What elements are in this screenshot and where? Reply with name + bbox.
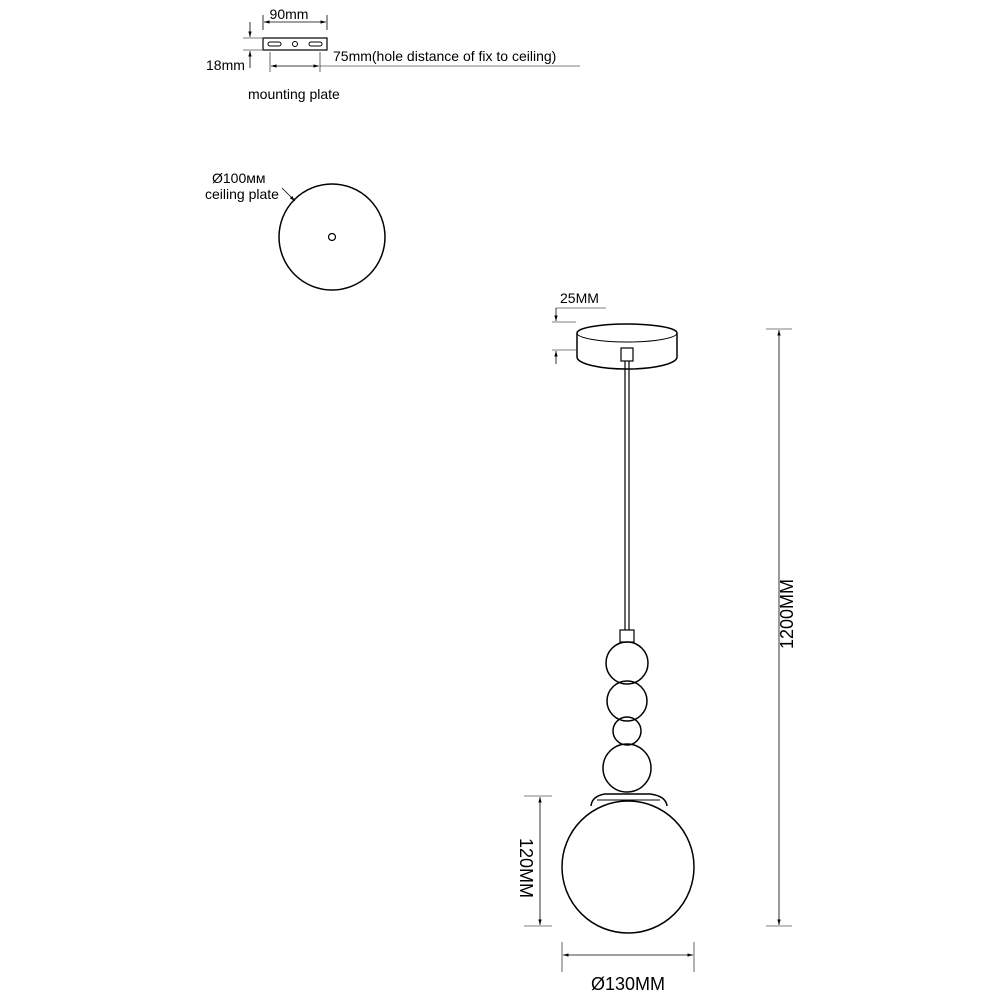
globe-height-label: 120MM xyxy=(516,837,536,899)
mounting-plate-center-hole xyxy=(293,42,298,47)
total-height-label: 1200MM xyxy=(777,578,797,650)
hole-distance-label: 75mm(hole distance of fix to ceiling) xyxy=(333,48,557,64)
mounting-plate-slot-left xyxy=(268,42,281,46)
lamp-holder xyxy=(620,630,634,642)
mounting-plate-view xyxy=(206,6,580,102)
canopy-top-edge xyxy=(577,333,677,342)
mounting-plate-caption: mounting plate xyxy=(248,86,340,102)
cord-grip xyxy=(621,348,633,361)
mounting-plate-body xyxy=(263,38,327,50)
canopy-height-label: 25MM xyxy=(560,290,599,306)
pendant-view xyxy=(516,290,797,994)
bead-2 xyxy=(607,681,647,721)
bead-1 xyxy=(606,642,648,684)
globe-diameter-label: Ø130MM xyxy=(590,974,666,994)
mounting-plate-slot-right xyxy=(309,42,322,46)
ceiling-plate-diameter-label: Ø100мм xyxy=(212,170,266,186)
ceiling-plate-center-hole xyxy=(329,234,336,241)
canopy-body xyxy=(577,324,677,369)
mounting-plate-height-label: 18mm xyxy=(206,57,245,73)
ceiling-plate-caption: ceiling plate xyxy=(205,186,279,202)
ceiling-plate-circle xyxy=(279,184,385,290)
mounting-plate-width-label: 90mm xyxy=(269,6,309,22)
ceiling-plate-leader xyxy=(282,188,295,201)
globe-shade xyxy=(562,801,694,933)
bead-4 xyxy=(603,744,651,792)
ceiling-plate-view xyxy=(205,170,385,290)
